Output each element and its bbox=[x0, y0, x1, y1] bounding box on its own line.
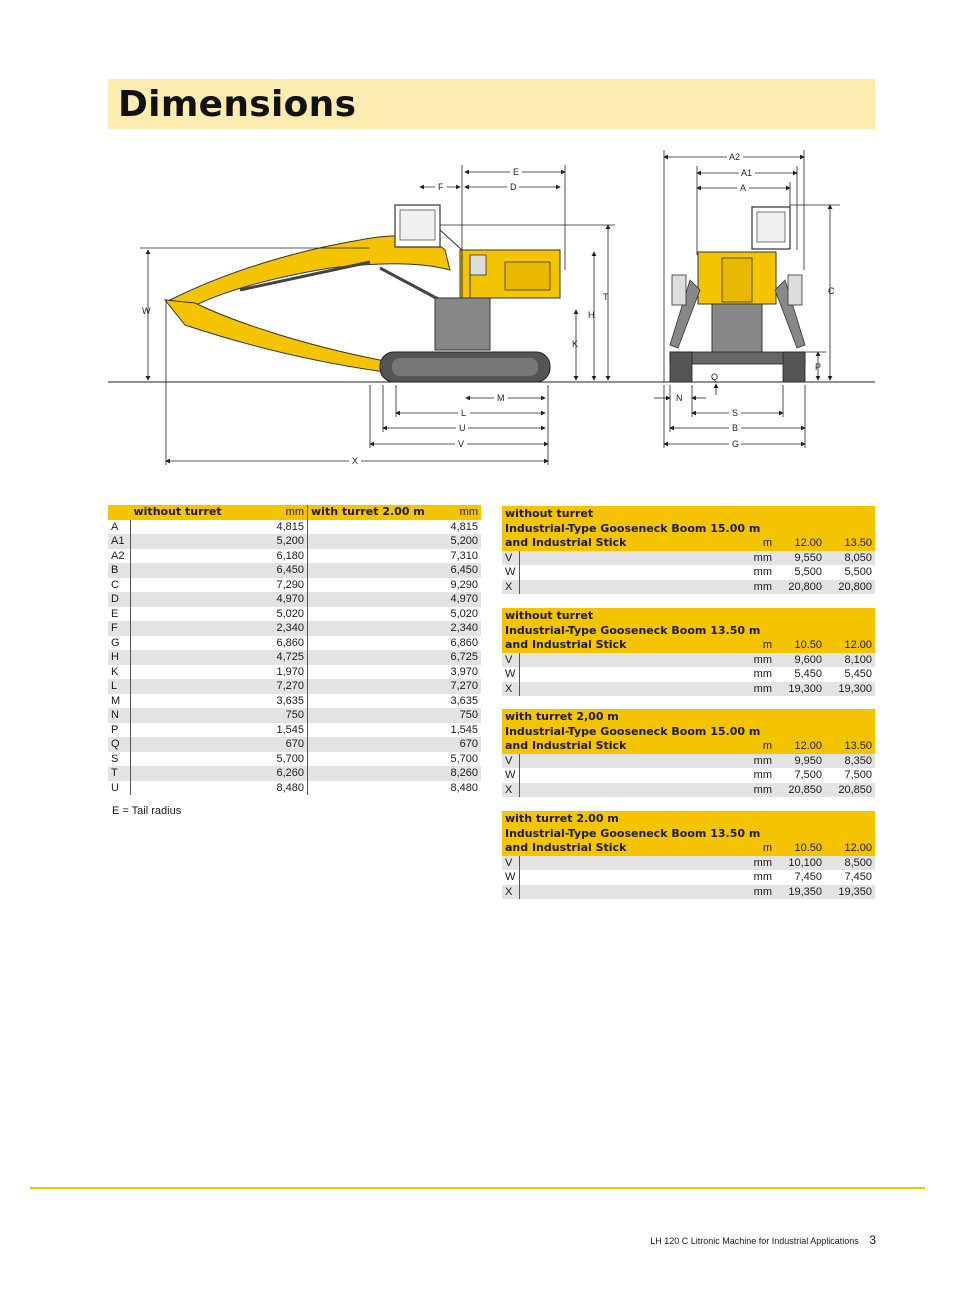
boom-table-title-2: Industrial-Type Gooseneck Boom 13.50 m bbox=[505, 826, 761, 840]
row-key: Q bbox=[108, 737, 131, 752]
label-A: A bbox=[740, 183, 747, 193]
header-cell-left bbox=[131, 505, 308, 520]
table-row bbox=[108, 737, 481, 752]
row-key: P bbox=[108, 723, 131, 738]
table-row bbox=[502, 653, 875, 668]
boom-table-title-2: Industrial-Type Gooseneck Boom 15.00 m bbox=[505, 521, 761, 535]
table-row bbox=[502, 754, 875, 769]
boom-table-header bbox=[502, 709, 875, 754]
value-with-turret: 1,545 bbox=[308, 723, 482, 738]
label-U: U bbox=[459, 423, 466, 433]
boom-table-title-3: and Industrial Stick bbox=[505, 638, 627, 651]
row-value-1: 7,500 bbox=[794, 769, 822, 781]
row-unit: mm bbox=[753, 856, 772, 869]
table-row bbox=[502, 551, 875, 566]
row-value-1: 9,600 bbox=[794, 653, 822, 666]
boom-table-title-1: with turret 2,00 m bbox=[505, 710, 619, 723]
row-key: U bbox=[108, 781, 131, 796]
row-key: V bbox=[502, 551, 520, 566]
value-with-turret: 750 bbox=[308, 708, 482, 723]
machine-side-view bbox=[165, 205, 560, 382]
row-key: X bbox=[502, 885, 520, 900]
header-without-turret: without turret bbox=[133, 505, 222, 519]
label-V: V bbox=[458, 439, 465, 449]
table-row bbox=[108, 578, 481, 593]
row-value-2: 5,500 bbox=[844, 566, 872, 578]
table-row bbox=[108, 534, 481, 549]
row-key: X bbox=[502, 580, 520, 595]
boom-table-header bbox=[502, 811, 875, 856]
boom-table-header bbox=[502, 608, 875, 653]
value-with-turret: 6,450 bbox=[308, 563, 482, 578]
boom-table-title-3: and Industrial Stick bbox=[505, 739, 627, 752]
value-with-turret: 2,340 bbox=[308, 621, 482, 636]
value-without-turret: 5,200 bbox=[131, 534, 308, 549]
row-value-1: 9,550 bbox=[794, 551, 822, 564]
footer-rule bbox=[30, 1187, 925, 1189]
dimension-drawing bbox=[0, 140, 954, 480]
value-without-turret: 2,340 bbox=[131, 621, 308, 636]
row-key: V bbox=[502, 856, 520, 871]
row-value-2: 7,450 bbox=[844, 871, 872, 883]
row-value-1: 9,950 bbox=[794, 754, 822, 767]
boom-table-title-2: Industrial-Type Gooseneck Boom 13.50 m bbox=[505, 623, 761, 637]
table-row bbox=[108, 723, 481, 738]
table-row bbox=[502, 768, 875, 783]
value-without-turret: 6,180 bbox=[131, 549, 308, 564]
row-value-2: 19,350 bbox=[838, 885, 872, 898]
row-value-1: 5,500 bbox=[794, 566, 822, 578]
row-value-2: 20,850 bbox=[838, 783, 872, 796]
boom-table-header bbox=[502, 506, 875, 551]
row-key: N bbox=[108, 708, 131, 723]
label-T: T bbox=[603, 292, 609, 302]
row-unit: mm bbox=[753, 682, 772, 695]
table-row bbox=[108, 636, 481, 651]
row-unit: mm bbox=[753, 885, 772, 898]
row-value-1: 10,100 bbox=[788, 856, 822, 869]
label-B: B bbox=[732, 423, 739, 433]
row-key: W bbox=[502, 667, 520, 682]
tail-radius-note: E = Tail radius bbox=[112, 805, 182, 817]
value-with-turret: 7,310 bbox=[308, 549, 482, 564]
boom-table-title-1: without turret bbox=[505, 609, 594, 622]
boom-table-col-2: 12.00 bbox=[844, 639, 872, 651]
boom-table-body bbox=[502, 856, 875, 900]
boom-table-col-2: 13.50 bbox=[844, 537, 872, 549]
boom-table-unit: m bbox=[762, 740, 772, 752]
table-row bbox=[108, 607, 481, 622]
row-key: E bbox=[108, 607, 131, 622]
row-unit: mm bbox=[753, 566, 772, 578]
label-N: N bbox=[676, 393, 683, 403]
label-F: F bbox=[438, 182, 444, 192]
row-unit: mm bbox=[753, 783, 772, 796]
table-row bbox=[108, 781, 481, 796]
row-value-1: 7,450 bbox=[794, 871, 822, 883]
value-without-turret: 670 bbox=[131, 737, 308, 752]
row-key: V bbox=[502, 653, 520, 668]
table-header-row bbox=[108, 505, 481, 520]
row-key: F bbox=[108, 621, 131, 636]
table-row bbox=[108, 563, 481, 578]
header-with-turret: with turret 2.00 m bbox=[311, 505, 425, 519]
boom-table bbox=[502, 811, 875, 899]
row-key: A1 bbox=[108, 534, 131, 549]
row-key: K bbox=[108, 665, 131, 680]
label-D: D bbox=[510, 182, 517, 192]
label-A1: A1 bbox=[741, 168, 753, 178]
row-key: X bbox=[502, 783, 520, 798]
value-without-turret: 7,270 bbox=[131, 679, 308, 694]
row-value-1: 19,350 bbox=[788, 885, 822, 898]
table-row bbox=[108, 650, 481, 665]
table-row bbox=[108, 549, 481, 564]
boom-table-unit: m bbox=[762, 537, 772, 549]
label-L: L bbox=[461, 408, 467, 418]
table-row bbox=[108, 679, 481, 694]
row-value-2: 5,450 bbox=[844, 668, 872, 680]
row-value-2: 8,100 bbox=[844, 653, 872, 666]
row-unit: mm bbox=[753, 668, 772, 680]
row-unit: mm bbox=[753, 769, 772, 781]
row-unit: mm bbox=[753, 653, 772, 666]
row-value-2: 8,350 bbox=[844, 754, 872, 767]
row-key: A bbox=[108, 520, 131, 535]
label-S: S bbox=[732, 408, 739, 418]
table-row bbox=[502, 667, 875, 682]
row-value-1: 5,450 bbox=[794, 668, 822, 680]
value-without-turret: 5,700 bbox=[131, 752, 308, 767]
label-H: H bbox=[588, 310, 595, 320]
label-W: W bbox=[142, 306, 151, 316]
boom-table-title-2: Industrial-Type Gooseneck Boom 15.00 m bbox=[505, 724, 761, 738]
header-unit-left: mm bbox=[285, 506, 304, 519]
table-row bbox=[502, 565, 875, 580]
row-unit: mm bbox=[753, 580, 772, 593]
row-unit: mm bbox=[753, 871, 772, 883]
label-E: E bbox=[513, 167, 520, 177]
label-Q: Q bbox=[711, 372, 719, 382]
row-value-2: 8,050 bbox=[844, 551, 872, 564]
value-without-turret: 7,290 bbox=[131, 578, 308, 593]
value-with-turret: 4,970 bbox=[308, 592, 482, 607]
table-row bbox=[108, 520, 481, 535]
row-value-2: 20,800 bbox=[838, 580, 872, 593]
value-with-turret: 5,200 bbox=[308, 534, 482, 549]
row-key: X bbox=[502, 682, 520, 697]
row-key: T bbox=[108, 766, 131, 781]
boom-table-col-2: 12.00 bbox=[844, 842, 872, 854]
table-row bbox=[502, 856, 875, 871]
value-without-turret: 3,635 bbox=[131, 694, 308, 709]
row-value-2: 19,300 bbox=[838, 682, 872, 695]
row-value-1: 20,850 bbox=[788, 783, 822, 796]
value-without-turret: 4,815 bbox=[131, 520, 308, 535]
value-with-turret: 670 bbox=[308, 737, 482, 752]
row-key: B bbox=[108, 563, 131, 578]
boom-table bbox=[502, 709, 875, 797]
row-key: G bbox=[108, 636, 131, 651]
boom-table-col-1: 10.50 bbox=[794, 842, 822, 854]
table-row bbox=[108, 708, 481, 723]
boom-table-body bbox=[502, 653, 875, 697]
table-row bbox=[502, 870, 875, 885]
table-row bbox=[502, 580, 875, 595]
row-key: S bbox=[108, 752, 131, 767]
value-with-turret: 4,815 bbox=[308, 520, 482, 535]
boom-table-unit: m bbox=[762, 842, 772, 854]
value-with-turret: 7,270 bbox=[308, 679, 482, 694]
label-X: X bbox=[352, 456, 359, 466]
value-with-turret: 3,635 bbox=[308, 694, 482, 709]
table-row bbox=[108, 592, 481, 607]
boom-table-unit: m bbox=[762, 639, 772, 651]
table-row bbox=[108, 665, 481, 680]
table-row bbox=[502, 682, 875, 697]
label-G: G bbox=[732, 439, 740, 449]
boom-table-title-1: without turret bbox=[505, 507, 594, 520]
value-with-turret: 6,725 bbox=[308, 650, 482, 665]
row-value-1: 20,800 bbox=[788, 580, 822, 593]
boom-table bbox=[502, 608, 875, 696]
row-key: W bbox=[502, 870, 520, 885]
row-key: L bbox=[108, 679, 131, 694]
row-unit: mm bbox=[753, 551, 772, 564]
value-without-turret: 4,970 bbox=[131, 592, 308, 607]
row-value-2: 7,500 bbox=[844, 769, 872, 781]
row-key: W bbox=[502, 768, 520, 783]
header-unit-right: mm bbox=[459, 506, 478, 519]
value-with-turret: 9,290 bbox=[308, 578, 482, 593]
boom-table-title-3: and Industrial Stick bbox=[505, 841, 627, 854]
value-without-turret: 1,545 bbox=[131, 723, 308, 738]
row-key: H bbox=[108, 650, 131, 665]
table-row bbox=[108, 621, 481, 636]
row-key: V bbox=[502, 754, 520, 769]
boom-table bbox=[502, 506, 875, 594]
boom-table-title-1: with turret 2.00 m bbox=[505, 812, 619, 825]
boom-table-col-2: 13.50 bbox=[844, 740, 872, 752]
label-C: C bbox=[828, 286, 835, 296]
row-key: C bbox=[108, 578, 131, 593]
title-bar bbox=[108, 79, 875, 129]
value-without-turret: 1,970 bbox=[131, 665, 308, 680]
value-without-turret: 5,020 bbox=[131, 607, 308, 622]
value-with-turret: 6,860 bbox=[308, 636, 482, 651]
page-title: Dimensions bbox=[118, 84, 357, 125]
label-K: K bbox=[572, 339, 579, 349]
table-row bbox=[502, 885, 875, 900]
boom-table-col-1: 12.00 bbox=[794, 537, 822, 549]
boom-table-body bbox=[502, 754, 875, 798]
boom-table-title-3: and Industrial Stick bbox=[505, 536, 627, 549]
table-row bbox=[108, 694, 481, 709]
table-row bbox=[502, 783, 875, 798]
row-key: D bbox=[108, 592, 131, 607]
label-P: P bbox=[815, 362, 822, 372]
label-M: M bbox=[497, 393, 505, 403]
boom-table-col-1: 10.50 bbox=[794, 639, 822, 651]
footer-text: LH 120 C Litronic Machine for Industrial Applications bbox=[650, 1236, 859, 1246]
machine-front-view bbox=[670, 207, 805, 382]
boom-table-col-1: 12.00 bbox=[794, 740, 822, 752]
table-row bbox=[108, 752, 481, 767]
value-with-turret: 3,970 bbox=[308, 665, 482, 680]
value-without-turret: 4,725 bbox=[131, 650, 308, 665]
row-value-1: 19,300 bbox=[788, 682, 822, 695]
value-without-turret: 6,260 bbox=[131, 766, 308, 781]
row-key: M bbox=[108, 694, 131, 709]
dimensions-table bbox=[108, 505, 481, 795]
footer bbox=[0, 1233, 876, 1247]
value-without-turret: 8,480 bbox=[131, 781, 308, 796]
header-cell-right bbox=[308, 505, 482, 520]
boom-table-body bbox=[502, 551, 875, 595]
value-with-turret: 5,700 bbox=[308, 752, 482, 767]
label-A2: A2 bbox=[729, 152, 741, 162]
value-without-turret: 750 bbox=[131, 708, 308, 723]
row-unit: mm bbox=[753, 754, 772, 767]
row-key: W bbox=[502, 565, 520, 580]
row-value-2: 8,500 bbox=[844, 856, 872, 869]
value-with-turret: 8,480 bbox=[308, 781, 482, 796]
value-with-turret: 8,260 bbox=[308, 766, 482, 781]
value-without-turret: 6,860 bbox=[131, 636, 308, 651]
value-with-turret: 5,020 bbox=[308, 607, 482, 622]
table-row bbox=[108, 766, 481, 781]
value-without-turret: 6,450 bbox=[131, 563, 308, 578]
page-number: 3 bbox=[869, 1233, 876, 1247]
row-key: A2 bbox=[108, 549, 131, 564]
